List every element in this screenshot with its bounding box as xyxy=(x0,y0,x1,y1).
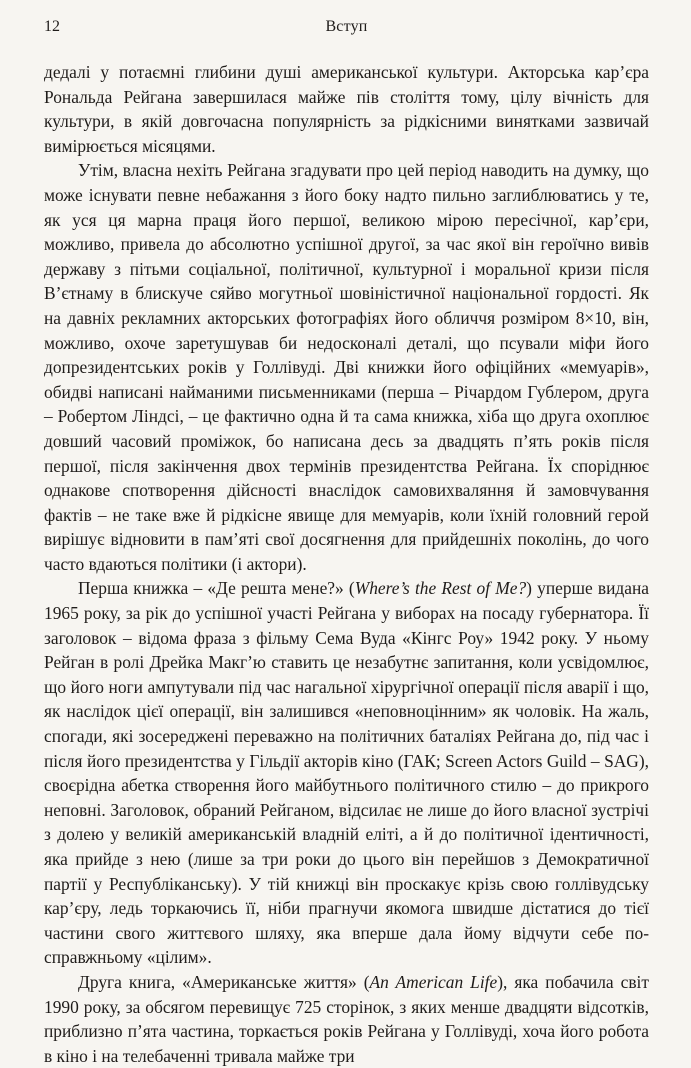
paragraph-text: Утім, власна нехіть Рейгана згадувати про цей період наводить на думку, що може існувати певне небажання з його боку надто пильно заглиблюватись у те, як уся ця марна праця його першої, великою мірою пересічної, кар’єри, можливо, привела до абсолютно успішної другої, за час якої він героїчно вивів державу з пітьми соціальної, політичної, культурної і моральної кризи після В’єтнаму в блискуче сяйво могутньої шовіністичної національної гордості. Як на давніх рекламних акторських фотографіях його обличчя розміром 8×10, він, можливо, охоче заретушував би недосконалі деталі, що псували міфи його допрезидентських років у Голлівуді. Дві книжки його офіційних «мемуарів», обидві написані найманими письменниками (перша – Річардом Гублером, друга – Робертом Ліндсі, – це фактично одна й та сама книжка, хіба що друга охоплює довший часовий проміжок, бо написана десь за двадцять п’ять років після першої, після закінчення двох термінів президентства Рейгана. Їх споріднює однакове спотворення дійсності внаслідок самовихваляння й замовчування фактів – не таке вже й рідкісне явище для мемуарів, коли їхній головний герой вирішує відновити в пам’яті свої досягнення для прийдешніх поколінь, до чого часто вдаються політики (і актори). xyxy=(44,160,649,574)
book-title-italic: An American Life xyxy=(369,971,498,992)
paragraph-text: Друга книга, «Американське життя» ( xyxy=(78,971,370,992)
paragraph-text: дедалі у потаємні глибини душі американської культури. Акторська кар’єра Рональда Рейгана завершилася майже пів століття тому, цілу вічність для культури, в якій довгочасна популярність за рідкісними винятками зазвичай вимірюється місяцями. xyxy=(44,62,649,156)
book-title-italic: Where’s the Rest of Me? xyxy=(354,578,527,599)
paragraph-text: ), яка побачила світ 1990 року, за обсягом перевищує 725 сторінок, з яких менше двадцяти відсотків, приблизно п’ята частина, торкається років Рейгана у Голлівуді, хоча його робота в кіно і на телебаченні тривала майже три xyxy=(44,971,649,1066)
body-text xyxy=(44,60,649,1068)
paragraph-1 xyxy=(44,60,649,158)
paragraph-text: ) уперше видана 1965 року, за рік до успішної участі Рейгана у виборах на посаду губернатора. Її заголовок – відома фраза з фільму Сема Вуда «Кінгс Роу» 1942 року. У ньому Рейган в ролі Дрейка Макг’ю ставить це незабутнє запитання, коли усвідомлює, що його ноги ампутували під час нагальної хірургічної операції після аварії і що, як наслідок цієї операції, він залишився «неповноцінним» як чоловік. На жаль, спогади, які зосереджені переважно на політичних баталіях Рейгана до, під час і після його президентства у Гільдії акторів кіно (ГАК; Screen Actors Guild – SAG), своєрідна абетка створення його майбутнього політичного стилю – до прикрого неповні. Заголовок, обраний Рейганом, відсилає не лише до його власної зустрічі з долею у великій американській владній еліті, а й до політичної ідентичності, яка прийде з нею (лише за три роки до цього він перейшов з Демократичної партії у Республіканську). У тій книжці він проскакує крізь свою голлівудську кар’єру, ледь торкаючись її, ніби прагнучи якомога швидше дістатися до тієї частини свого життєвого шляху, яка вперше дала йому відчути себе по-справжньому «цілим». xyxy=(44,578,649,968)
paragraph-2 xyxy=(44,158,649,576)
paragraph-3 xyxy=(44,576,649,970)
page-number: 12 xyxy=(44,18,60,35)
running-head: Вступ xyxy=(325,18,368,35)
paragraph-4 xyxy=(44,970,649,1068)
paragraph-text: Перша книжка – «Де решта мене?» ( xyxy=(78,578,355,599)
page-header xyxy=(44,14,649,40)
